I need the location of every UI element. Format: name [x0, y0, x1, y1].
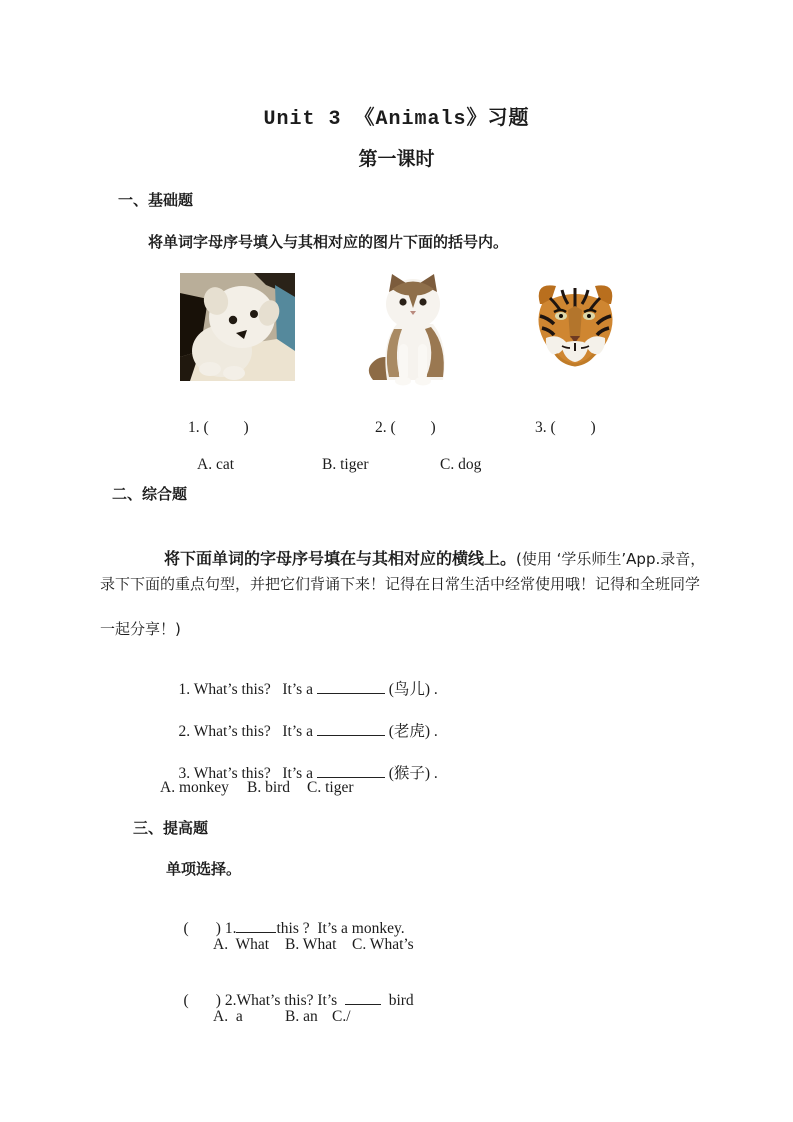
answer-blank	[317, 763, 385, 778]
question-hint: (老虎) .	[384, 723, 438, 740]
option-b-tiger: B. tiger	[322, 456, 369, 473]
multiple-choice-subheading: 单项选择。	[166, 860, 242, 878]
option-b-bird: B. bird	[247, 779, 291, 796]
cat-photo	[363, 272, 463, 390]
mc1-option-c: C. What’s	[352, 936, 414, 953]
option-a-monkey: A. monkey	[160, 779, 229, 796]
section-basic-heading: 一、基础题	[118, 191, 194, 209]
answer-blank	[317, 721, 385, 736]
option-a-cat: A. cat	[197, 456, 235, 473]
mc2-option-b: B. an	[285, 1008, 318, 1025]
option-c-dog: C. dog	[440, 456, 482, 473]
instruction-note-line3: 一起分享！)	[100, 620, 181, 638]
page-title: Unit 3 《Animals》习题	[263, 108, 530, 131]
instruction-note-line2: 录下下面的重点句型，并把它们背诵下来！记得在日常生活中经常使用哦！记得和全班同学	[100, 575, 701, 593]
question-number: 1.	[220, 920, 237, 937]
mc2-option-a: A. a	[213, 1008, 243, 1025]
puppy-photo	[180, 273, 295, 381]
question-hint: (猴子) .	[384, 765, 438, 782]
section-basic-instruction: 将单词字母序号填入与其相对应的图片下面的括号内。	[148, 233, 509, 251]
question-stem: 2. What’s this? It’s a	[178, 723, 317, 740]
answer-blank	[345, 990, 381, 1005]
mc1-option-b: B. What	[285, 936, 337, 953]
question-hint: (鸟儿) .	[384, 681, 438, 698]
question-text: 2.What’s this? It’s	[220, 992, 345, 1009]
mc1-option-a: A. What	[213, 936, 270, 953]
question-stem: 1. What’s this? It’s a	[178, 681, 317, 698]
score-bracket: ( )	[183, 992, 221, 1009]
answer-bracket-3: 3. ( )	[535, 419, 596, 436]
answer-blank	[236, 918, 276, 933]
question-text: this ? It’s a monkey.	[276, 920, 405, 937]
lesson-subtitle: 第一课时	[358, 148, 435, 170]
mc2-option-c: C./	[332, 1008, 351, 1025]
answer-blank	[317, 679, 385, 694]
question-tail: bird	[380, 992, 414, 1009]
section-comprehensive-heading: 二、综合题	[112, 485, 188, 503]
section-advanced-heading: 三、提高题	[133, 819, 209, 837]
instruction-bold-part: 将下面单词的字母序号填在与其相对应的横线上。	[164, 549, 517, 568]
tiger-photo	[528, 276, 623, 374]
answer-bracket-2: 2. ( )	[375, 419, 436, 436]
answer-bracket-1: 1. ( )	[188, 419, 249, 436]
question-stem: 3. What’s this? It’s a	[178, 765, 317, 782]
option-c-tiger: C. tiger	[307, 779, 354, 796]
score-bracket: ( )	[183, 920, 221, 937]
instruction-note-start: (使用 ‘学乐师生’App.录音，	[516, 550, 706, 568]
